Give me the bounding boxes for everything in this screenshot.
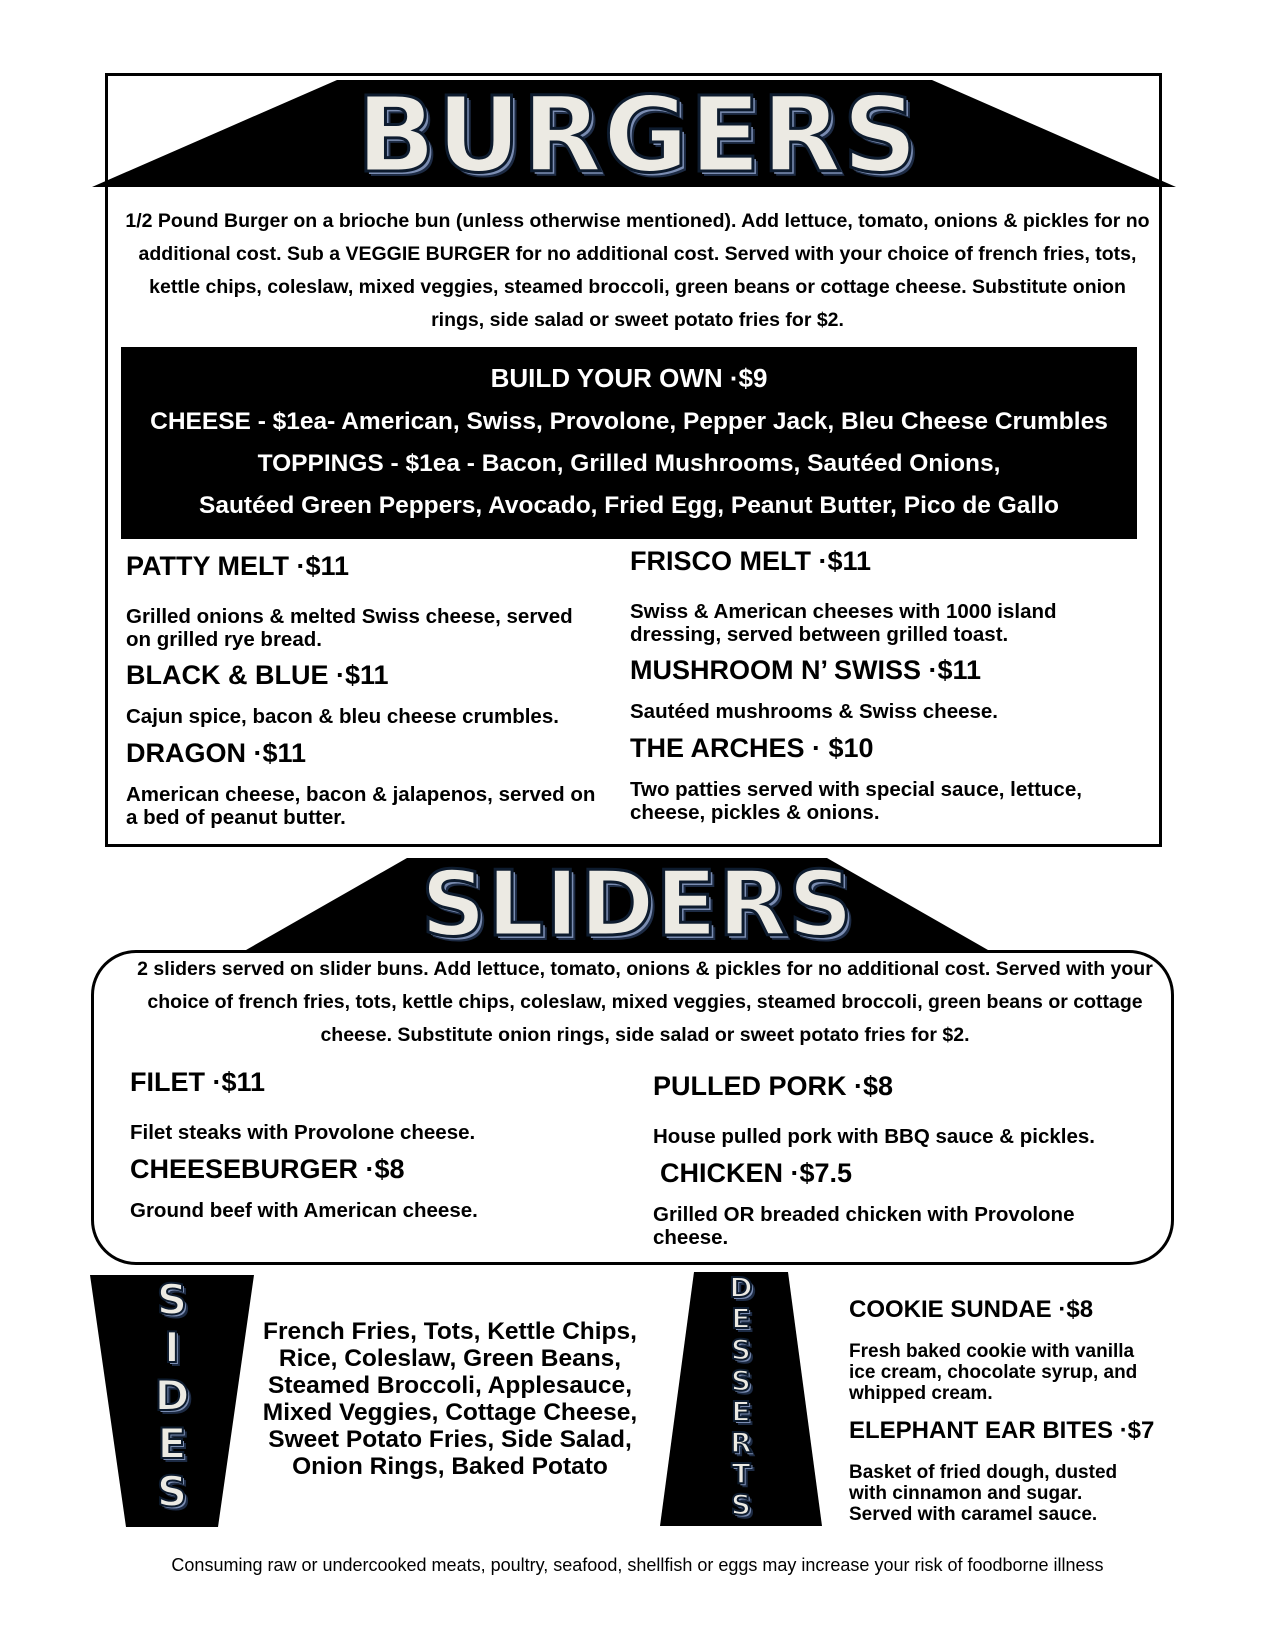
item-frisco-melt-title: FRISCO MELT ·$11: [630, 546, 872, 576]
sides-list: French Fries, Tots, Kettle Chips, Rice, Coleslaw, Green Beans, Steamed Broccoli, Applesauce, Mixed Veggies, Cottage Cheese, Sweet Potato Fries, Side Salad, Onion Rings, Baked Potato: [262, 1318, 638, 1480]
burgers-heading: BURGERS: [356, 74, 919, 196]
item-patty-melt-desc: Grilled onions & melted Swiss cheese, served on grilled rye bread.: [126, 605, 573, 651]
item-the-arches-title: THE ARCHES · $10: [630, 733, 874, 763]
item-patty-melt-title: PATTY MELT ·$11: [126, 551, 350, 581]
item-mushroom-swiss-desc: Sautéed mushrooms & Swiss cheese.: [630, 700, 998, 723]
build-your-own-cheese: CHEESE - $1ea- American, Swiss, Provolone, Pepper Jack, Bleu Cheese Crumbles: [150, 408, 1108, 435]
slider-chicken-desc: Grilled OR breaded chicken with Provolone cheese.: [653, 1203, 1075, 1249]
burgers-intro: 1/2 Pound Burger on a brioche bun (unless otherwise mentioned). Add lettuce, tomato, onions & pickles for no additional cost. Sub a VEGGIE BURGER for no additional cost. Served with your choice of french fries, tots, kettle chips, coleslaw, mixed veggies, steamed broccoli, green beans or cottage cheese. Substitute onion rings, side salad or sweet potato fries for $2.: [125, 210, 1150, 331]
slider-filet-title: FILET ·$11: [130, 1067, 266, 1097]
item-frisco-melt-desc: Swiss & American cheeses with 1000 island dressing, served between grilled toast.: [630, 600, 1057, 646]
dessert-elephant-ear-title: ELEPHANT EAR BITES ·$7: [849, 1417, 1155, 1444]
build-your-own-box: [121, 347, 1137, 539]
item-the-arches-desc: Two patties served with special sauce, lettuce, cheese, pickles & onions.: [630, 778, 1082, 824]
slider-pulled-pork-desc: House pulled pork with BBQ sauce & pickles.: [653, 1125, 1095, 1148]
sides-vertical-heading: S I D E S: [154, 1275, 190, 1516]
slider-cheeseburger-title: CHEESEBURGER ·$8: [130, 1154, 405, 1184]
build-your-own-title: BUILD YOUR OWN ·$9: [490, 363, 768, 393]
build-your-own-toppings-line-1: TOPPINGS - $1ea - Bacon, Grilled Mushrooms, Sautéed Onions,: [257, 450, 1001, 477]
dessert-elephant-ear-desc: Basket of fried dough, dusted with cinnamon and sugar. Served with caramel sauce.: [849, 1462, 1118, 1525]
build-your-own-toppings-line-2: Sautéed Green Peppers, Avocado, Fried Egg, Peanut Butter, Pico de Gallo: [199, 492, 1059, 519]
item-dragon-desc: American cheese, bacon & jalapenos, served on a bed of peanut butter.: [126, 783, 596, 829]
slider-cheeseburger-desc: Ground beef with American cheese.: [130, 1199, 478, 1222]
item-dragon-title: DRAGON ·$11: [126, 738, 307, 768]
desserts-vertical-heading: D E S S E R T S: [729, 1271, 753, 1521]
item-black-blue-desc: Cajun spice, bacon & bleu cheese crumbles.: [126, 705, 559, 728]
item-mushroom-swiss-title: MUSHROOM N’ SWISS ·$11: [630, 655, 982, 685]
slider-filet-desc: Filet steaks with Provolone cheese.: [130, 1121, 476, 1144]
slider-pulled-pork-title: PULLED PORK ·$8: [653, 1071, 894, 1101]
item-black-blue-title: BLACK & BLUE ·$11: [126, 660, 389, 690]
dessert-cookie-sundae-desc: Fresh baked cookie with vanilla ice cream, chocolate syrup, and whipped cream.: [849, 1341, 1138, 1404]
dessert-cookie-sundae-title: COOKIE SUNDAE ·$8: [849, 1296, 1094, 1323]
sliders-intro: 2 sliders served on slider buns. Add lettuce, tomato, onions & pickles for no additional cost. Served with your choice of french fries, tots, kettle chips, coleslaw, mixed veggies, steamed broccoli, green beans or cottage cheese. Substitute onion rings, side salad or sweet potato fries for $2.: [137, 958, 1153, 1046]
foodborne-illness-disclaimer: Consuming raw or undercooked meats, poultry, seafood, shellfish or eggs may increase your risk of foodborne illness: [171, 1555, 1104, 1575]
sliders-heading: SLIDERS: [421, 852, 854, 957]
slider-chicken-title: CHICKEN ·$7.5: [660, 1158, 853, 1188]
